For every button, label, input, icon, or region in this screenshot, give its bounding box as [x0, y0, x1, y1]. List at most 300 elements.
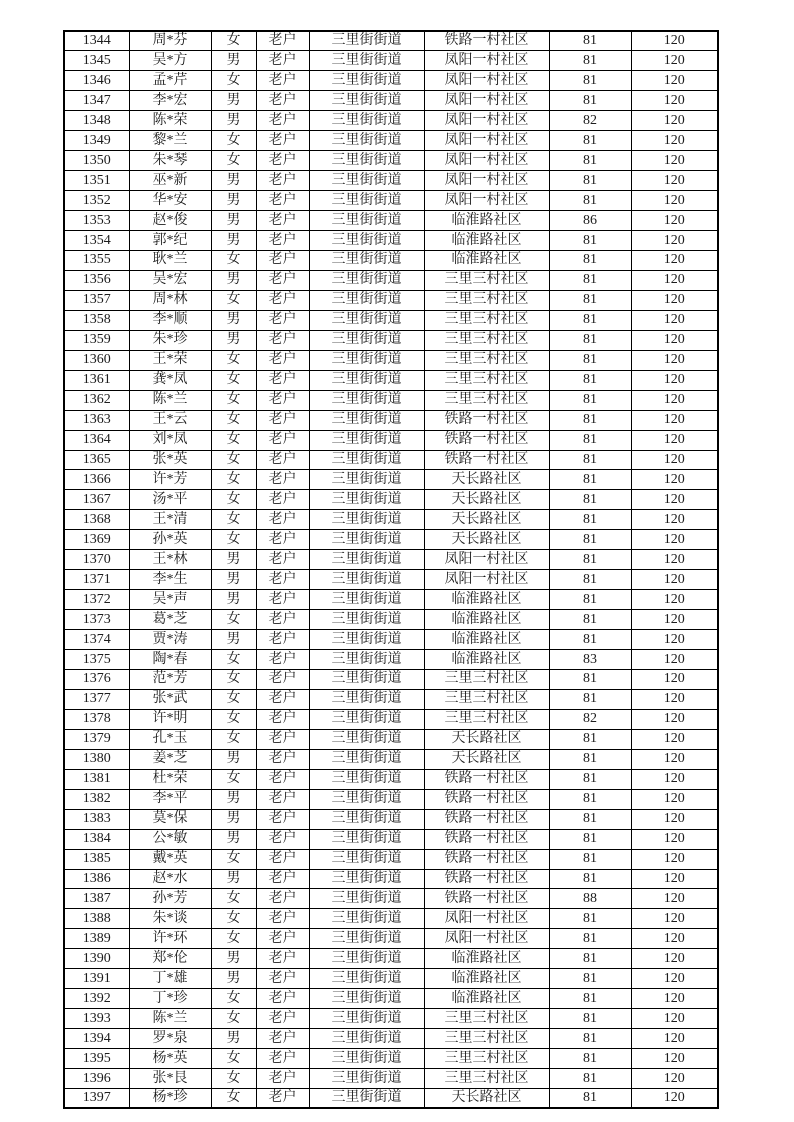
- household-type-cell: 老户: [256, 191, 309, 211]
- gender-cell: 男: [211, 91, 256, 111]
- name-cell: 周*林: [129, 290, 211, 310]
- community-cell: 凤阳一村社区: [424, 929, 549, 949]
- table-row: [64, 191, 718, 211]
- value1-cell: 81: [549, 590, 631, 610]
- community-cell: 铁路一村社区: [424, 849, 549, 869]
- value2-cell: 120: [631, 31, 718, 51]
- household-type-cell: 老户: [256, 1089, 309, 1109]
- household-type-cell: 老户: [256, 1069, 309, 1089]
- serial-cell: 1382: [64, 789, 129, 809]
- community-cell: 临淮路社区: [424, 650, 549, 670]
- value1-cell: 81: [549, 689, 631, 709]
- community-cell: 三里三村社区: [424, 1069, 549, 1089]
- gender-cell: 男: [211, 570, 256, 590]
- street-cell: 三里街街道: [309, 131, 424, 151]
- value2-cell: 120: [631, 470, 718, 490]
- household-type-cell: 老户: [256, 729, 309, 749]
- value2-cell: 120: [631, 829, 718, 849]
- community-cell: 三里三村社区: [424, 670, 549, 690]
- name-cell: 贾*涛: [129, 630, 211, 650]
- value2-cell: 120: [631, 410, 718, 430]
- community-cell: 三里三村社区: [424, 709, 549, 729]
- gender-cell: 女: [211, 450, 256, 470]
- value1-cell: 82: [549, 111, 631, 131]
- table-row: [64, 270, 718, 290]
- street-cell: 三里街街道: [309, 670, 424, 690]
- value1-cell: 81: [549, 630, 631, 650]
- household-type-cell: 老户: [256, 490, 309, 510]
- table-row: [64, 1069, 718, 1089]
- community-cell: 凤阳一村社区: [424, 171, 549, 191]
- household-type-cell: 老户: [256, 849, 309, 869]
- value2-cell: 120: [631, 510, 718, 530]
- community-cell: 凤阳一村社区: [424, 909, 549, 929]
- gender-cell: 女: [211, 689, 256, 709]
- table-row: [64, 530, 718, 550]
- gender-cell: 女: [211, 909, 256, 929]
- value2-cell: 120: [631, 849, 718, 869]
- household-type-cell: 老户: [256, 250, 309, 270]
- street-cell: 三里街街道: [309, 171, 424, 191]
- serial-cell: 1397: [64, 1089, 129, 1109]
- street-cell: 三里街街道: [309, 1089, 424, 1109]
- name-cell: 葛*芝: [129, 610, 211, 630]
- serial-cell: 1375: [64, 650, 129, 670]
- street-cell: 三里街街道: [309, 310, 424, 330]
- name-cell: 朱*珍: [129, 330, 211, 350]
- table-row: [64, 91, 718, 111]
- value1-cell: 81: [549, 769, 631, 789]
- value2-cell: 120: [631, 330, 718, 350]
- name-cell: 孙*英: [129, 530, 211, 550]
- household-type-cell: 老户: [256, 869, 309, 889]
- community-cell: 铁路一村社区: [424, 410, 549, 430]
- street-cell: 三里街街道: [309, 1029, 424, 1049]
- street-cell: 三里街街道: [309, 151, 424, 171]
- value2-cell: 120: [631, 729, 718, 749]
- household-type-cell: 老户: [256, 410, 309, 430]
- table-row: [64, 969, 718, 989]
- value2-cell: 120: [631, 151, 718, 171]
- table-row: [64, 490, 718, 510]
- community-cell: 三里三村社区: [424, 689, 549, 709]
- community-cell: 天长路社区: [424, 1089, 549, 1109]
- value2-cell: 120: [631, 71, 718, 91]
- household-type-cell: 老户: [256, 889, 309, 909]
- name-cell: 张*英: [129, 450, 211, 470]
- serial-cell: 1386: [64, 869, 129, 889]
- gender-cell: 女: [211, 71, 256, 91]
- name-cell: 杨*珍: [129, 1089, 211, 1109]
- value2-cell: 120: [631, 969, 718, 989]
- name-cell: 龚*凤: [129, 370, 211, 390]
- gender-cell: 女: [211, 709, 256, 729]
- value1-cell: 81: [549, 151, 631, 171]
- serial-cell: 1349: [64, 131, 129, 151]
- value1-cell: 81: [549, 749, 631, 769]
- name-cell: 李*顺: [129, 310, 211, 330]
- community-cell: 铁路一村社区: [424, 769, 549, 789]
- serial-cell: 1345: [64, 51, 129, 71]
- street-cell: 三里街街道: [309, 650, 424, 670]
- street-cell: 三里街街道: [309, 270, 424, 290]
- gender-cell: 女: [211, 410, 256, 430]
- value2-cell: 120: [631, 769, 718, 789]
- household-type-cell: 老户: [256, 370, 309, 390]
- street-cell: 三里街街道: [309, 290, 424, 310]
- name-cell: 巫*新: [129, 171, 211, 191]
- serial-cell: 1383: [64, 809, 129, 829]
- serial-cell: 1359: [64, 330, 129, 350]
- street-cell: 三里街街道: [309, 250, 424, 270]
- value1-cell: 88: [549, 889, 631, 909]
- gender-cell: 男: [211, 550, 256, 570]
- gender-cell: 男: [211, 869, 256, 889]
- value1-cell: 81: [549, 370, 631, 390]
- serial-cell: 1364: [64, 430, 129, 450]
- gender-cell: 女: [211, 1009, 256, 1029]
- value2-cell: 120: [631, 450, 718, 470]
- street-cell: 三里街街道: [309, 470, 424, 490]
- name-cell: 赵*俊: [129, 211, 211, 231]
- table-row: [64, 290, 718, 310]
- gender-cell: 男: [211, 789, 256, 809]
- household-type-cell: 老户: [256, 470, 309, 490]
- serial-cell: 1355: [64, 250, 129, 270]
- serial-cell: 1354: [64, 231, 129, 251]
- table-row: [64, 71, 718, 91]
- street-cell: 三里街街道: [309, 989, 424, 1009]
- community-cell: 三里三村社区: [424, 370, 549, 390]
- value1-cell: 81: [549, 789, 631, 809]
- table-row: [64, 729, 718, 749]
- street-cell: 三里街街道: [309, 929, 424, 949]
- name-cell: 华*安: [129, 191, 211, 211]
- household-type-cell: 老户: [256, 630, 309, 650]
- value1-cell: 81: [549, 1009, 631, 1029]
- table-row: [64, 450, 718, 470]
- community-cell: 临淮路社区: [424, 969, 549, 989]
- community-cell: 三里三村社区: [424, 350, 549, 370]
- table-row: [64, 829, 718, 849]
- community-cell: 凤阳一村社区: [424, 71, 549, 91]
- street-cell: 三里街街道: [309, 889, 424, 909]
- table-row: [64, 51, 718, 71]
- table-row: [64, 670, 718, 690]
- value2-cell: 120: [631, 670, 718, 690]
- value2-cell: 120: [631, 869, 718, 889]
- name-cell: 张*武: [129, 689, 211, 709]
- name-cell: 许*芳: [129, 470, 211, 490]
- serial-cell: 1396: [64, 1069, 129, 1089]
- household-type-cell: 老户: [256, 390, 309, 410]
- community-cell: 天长路社区: [424, 510, 549, 530]
- value1-cell: 81: [549, 530, 631, 550]
- name-cell: 张*艮: [129, 1069, 211, 1089]
- value1-cell: 81: [549, 989, 631, 1009]
- name-cell: 范*芳: [129, 670, 211, 690]
- household-type-cell: 老户: [256, 570, 309, 590]
- value1-cell: 81: [549, 310, 631, 330]
- serial-cell: 1377: [64, 689, 129, 709]
- name-cell: 莫*保: [129, 809, 211, 829]
- value2-cell: 120: [631, 530, 718, 550]
- name-cell: 王*清: [129, 510, 211, 530]
- table-row: [64, 989, 718, 1009]
- household-type-cell: 老户: [256, 211, 309, 231]
- value2-cell: 120: [631, 550, 718, 570]
- household-type-cell: 老户: [256, 590, 309, 610]
- name-cell: 王*林: [129, 550, 211, 570]
- name-cell: 吴*方: [129, 51, 211, 71]
- value2-cell: 120: [631, 809, 718, 829]
- name-cell: 黎*兰: [129, 131, 211, 151]
- table-row: [64, 31, 718, 51]
- gender-cell: 女: [211, 989, 256, 1009]
- serial-cell: 1372: [64, 590, 129, 610]
- community-cell: 三里三村社区: [424, 270, 549, 290]
- value1-cell: 81: [549, 1089, 631, 1109]
- table-row: [64, 889, 718, 909]
- value2-cell: 120: [631, 630, 718, 650]
- name-cell: 刘*凤: [129, 430, 211, 450]
- gender-cell: 女: [211, 390, 256, 410]
- value2-cell: 120: [631, 709, 718, 729]
- table-row: [64, 1009, 718, 1029]
- table-row: [64, 410, 718, 430]
- value1-cell: 81: [549, 390, 631, 410]
- name-cell: 许*环: [129, 929, 211, 949]
- serial-cell: 1347: [64, 91, 129, 111]
- serial-cell: 1362: [64, 390, 129, 410]
- table-row: [64, 789, 718, 809]
- table-row: [64, 769, 718, 789]
- value1-cell: 81: [549, 729, 631, 749]
- value2-cell: 120: [631, 350, 718, 370]
- street-cell: 三里街街道: [309, 510, 424, 530]
- household-type-cell: 老户: [256, 809, 309, 829]
- serial-cell: 1384: [64, 829, 129, 849]
- gender-cell: 女: [211, 729, 256, 749]
- value2-cell: 120: [631, 370, 718, 390]
- community-cell: 铁路一村社区: [424, 809, 549, 829]
- household-type-cell: 老户: [256, 1029, 309, 1049]
- gender-cell: 女: [211, 250, 256, 270]
- gender-cell: 女: [211, 370, 256, 390]
- community-cell: 凤阳一村社区: [424, 151, 549, 171]
- serial-cell: 1346: [64, 71, 129, 91]
- value1-cell: 81: [549, 570, 631, 590]
- name-cell: 陈*兰: [129, 1009, 211, 1029]
- gender-cell: 女: [211, 929, 256, 949]
- household-type-cell: 老户: [256, 51, 309, 71]
- community-cell: 三里三村社区: [424, 1029, 549, 1049]
- name-cell: 李*生: [129, 570, 211, 590]
- value2-cell: 120: [631, 171, 718, 191]
- value2-cell: 120: [631, 889, 718, 909]
- value2-cell: 120: [631, 1089, 718, 1109]
- value2-cell: 120: [631, 390, 718, 410]
- value1-cell: 81: [549, 250, 631, 270]
- value1-cell: 81: [549, 670, 631, 690]
- street-cell: 三里街街道: [309, 390, 424, 410]
- name-cell: 郭*纪: [129, 231, 211, 251]
- household-type-cell: 老户: [256, 430, 309, 450]
- household-type-cell: 老户: [256, 231, 309, 251]
- table-row: [64, 590, 718, 610]
- name-cell: 杨*英: [129, 1049, 211, 1069]
- serial-cell: 1352: [64, 191, 129, 211]
- table-row: [64, 171, 718, 191]
- value2-cell: 120: [631, 191, 718, 211]
- table-row: [64, 330, 718, 350]
- value2-cell: 120: [631, 231, 718, 251]
- serial-cell: 1391: [64, 969, 129, 989]
- name-cell: 罗*泉: [129, 1029, 211, 1049]
- household-type-cell: 老户: [256, 1049, 309, 1069]
- value1-cell: 83: [549, 650, 631, 670]
- table-row: [64, 131, 718, 151]
- household-type-cell: 老户: [256, 530, 309, 550]
- table-row: [64, 250, 718, 270]
- name-cell: 孟*芹: [129, 71, 211, 91]
- value2-cell: 120: [631, 789, 718, 809]
- household-type-cell: 老户: [256, 131, 309, 151]
- community-cell: 三里三村社区: [424, 390, 549, 410]
- table-row: [64, 709, 718, 729]
- household-type-cell: 老户: [256, 1009, 309, 1029]
- household-type-cell: 老户: [256, 510, 309, 530]
- household-type-cell: 老户: [256, 330, 309, 350]
- household-type-cell: 老户: [256, 769, 309, 789]
- value1-cell: 81: [549, 470, 631, 490]
- household-type-cell: 老户: [256, 151, 309, 171]
- community-cell: 天长路社区: [424, 729, 549, 749]
- household-type-cell: 老户: [256, 749, 309, 769]
- value2-cell: 120: [631, 929, 718, 949]
- value1-cell: 81: [549, 949, 631, 969]
- value2-cell: 120: [631, 111, 718, 131]
- community-cell: 凤阳一村社区: [424, 51, 549, 71]
- household-type-cell: 老户: [256, 71, 309, 91]
- household-type-cell: 老户: [256, 111, 309, 131]
- community-cell: 凤阳一村社区: [424, 570, 549, 590]
- gender-cell: 女: [211, 1049, 256, 1069]
- street-cell: 三里街街道: [309, 809, 424, 829]
- table-row: [64, 151, 718, 171]
- serial-cell: 1358: [64, 310, 129, 330]
- serial-cell: 1360: [64, 350, 129, 370]
- name-cell: 吴*声: [129, 590, 211, 610]
- name-cell: 丁*珍: [129, 989, 211, 1009]
- gender-cell: 女: [211, 290, 256, 310]
- table-row: [64, 390, 718, 410]
- gender-cell: 女: [211, 849, 256, 869]
- street-cell: 三里街街道: [309, 949, 424, 969]
- table-row: [64, 909, 718, 929]
- value1-cell: 81: [549, 270, 631, 290]
- street-cell: 三里街街道: [309, 729, 424, 749]
- value2-cell: 120: [631, 310, 718, 330]
- street-cell: 三里街街道: [309, 370, 424, 390]
- gender-cell: 男: [211, 809, 256, 829]
- value2-cell: 120: [631, 270, 718, 290]
- value1-cell: 81: [549, 290, 631, 310]
- household-type-cell: 老户: [256, 550, 309, 570]
- gender-cell: 男: [211, 969, 256, 989]
- gender-cell: 女: [211, 670, 256, 690]
- community-cell: 临淮路社区: [424, 610, 549, 630]
- serial-cell: 1390: [64, 949, 129, 969]
- value2-cell: 120: [631, 1029, 718, 1049]
- name-cell: 丁*雄: [129, 969, 211, 989]
- name-cell: 孔*玉: [129, 729, 211, 749]
- serial-cell: 1356: [64, 270, 129, 290]
- value1-cell: 81: [549, 809, 631, 829]
- table-row: [64, 1029, 718, 1049]
- value2-cell: 120: [631, 1009, 718, 1029]
- community-cell: 凤阳一村社区: [424, 191, 549, 211]
- serial-cell: 1370: [64, 550, 129, 570]
- value1-cell: 81: [549, 450, 631, 470]
- gender-cell: 女: [211, 490, 256, 510]
- street-cell: 三里街街道: [309, 590, 424, 610]
- street-cell: 三里街街道: [309, 1069, 424, 1089]
- community-cell: 临淮路社区: [424, 949, 549, 969]
- street-cell: 三里街街道: [309, 350, 424, 370]
- household-type-cell: 老户: [256, 31, 309, 51]
- table-row: [64, 570, 718, 590]
- household-type-cell: 老户: [256, 670, 309, 690]
- street-cell: 三里街街道: [309, 869, 424, 889]
- table-row: [64, 929, 718, 949]
- street-cell: 三里街街道: [309, 450, 424, 470]
- serial-cell: 1363: [64, 410, 129, 430]
- household-type-cell: 老户: [256, 91, 309, 111]
- community-cell: 临淮路社区: [424, 231, 549, 251]
- serial-cell: 1348: [64, 111, 129, 131]
- community-cell: 三里三村社区: [424, 330, 549, 350]
- value1-cell: 81: [549, 849, 631, 869]
- household-type-cell: 老户: [256, 650, 309, 670]
- community-cell: 凤阳一村社区: [424, 111, 549, 131]
- street-cell: 三里街街道: [309, 909, 424, 929]
- household-type-cell: 老户: [256, 290, 309, 310]
- street-cell: 三里街街道: [309, 610, 424, 630]
- value1-cell: 81: [549, 410, 631, 430]
- street-cell: 三里街街道: [309, 969, 424, 989]
- street-cell: 三里街街道: [309, 630, 424, 650]
- serial-cell: 1371: [64, 570, 129, 590]
- name-cell: 吴*宏: [129, 270, 211, 290]
- gender-cell: 男: [211, 330, 256, 350]
- community-cell: 铁路一村社区: [424, 450, 549, 470]
- gender-cell: 女: [211, 151, 256, 171]
- value1-cell: 81: [549, 969, 631, 989]
- table-row: [64, 370, 718, 390]
- serial-cell: 1392: [64, 989, 129, 1009]
- street-cell: 三里街街道: [309, 749, 424, 769]
- gender-cell: 女: [211, 650, 256, 670]
- name-cell: 赵*水: [129, 869, 211, 889]
- household-type-cell: 老户: [256, 969, 309, 989]
- serial-cell: 1374: [64, 630, 129, 650]
- serial-cell: 1357: [64, 290, 129, 310]
- household-type-cell: 老户: [256, 989, 309, 1009]
- gender-cell: 男: [211, 191, 256, 211]
- name-cell: 杜*荣: [129, 769, 211, 789]
- community-cell: 天长路社区: [424, 749, 549, 769]
